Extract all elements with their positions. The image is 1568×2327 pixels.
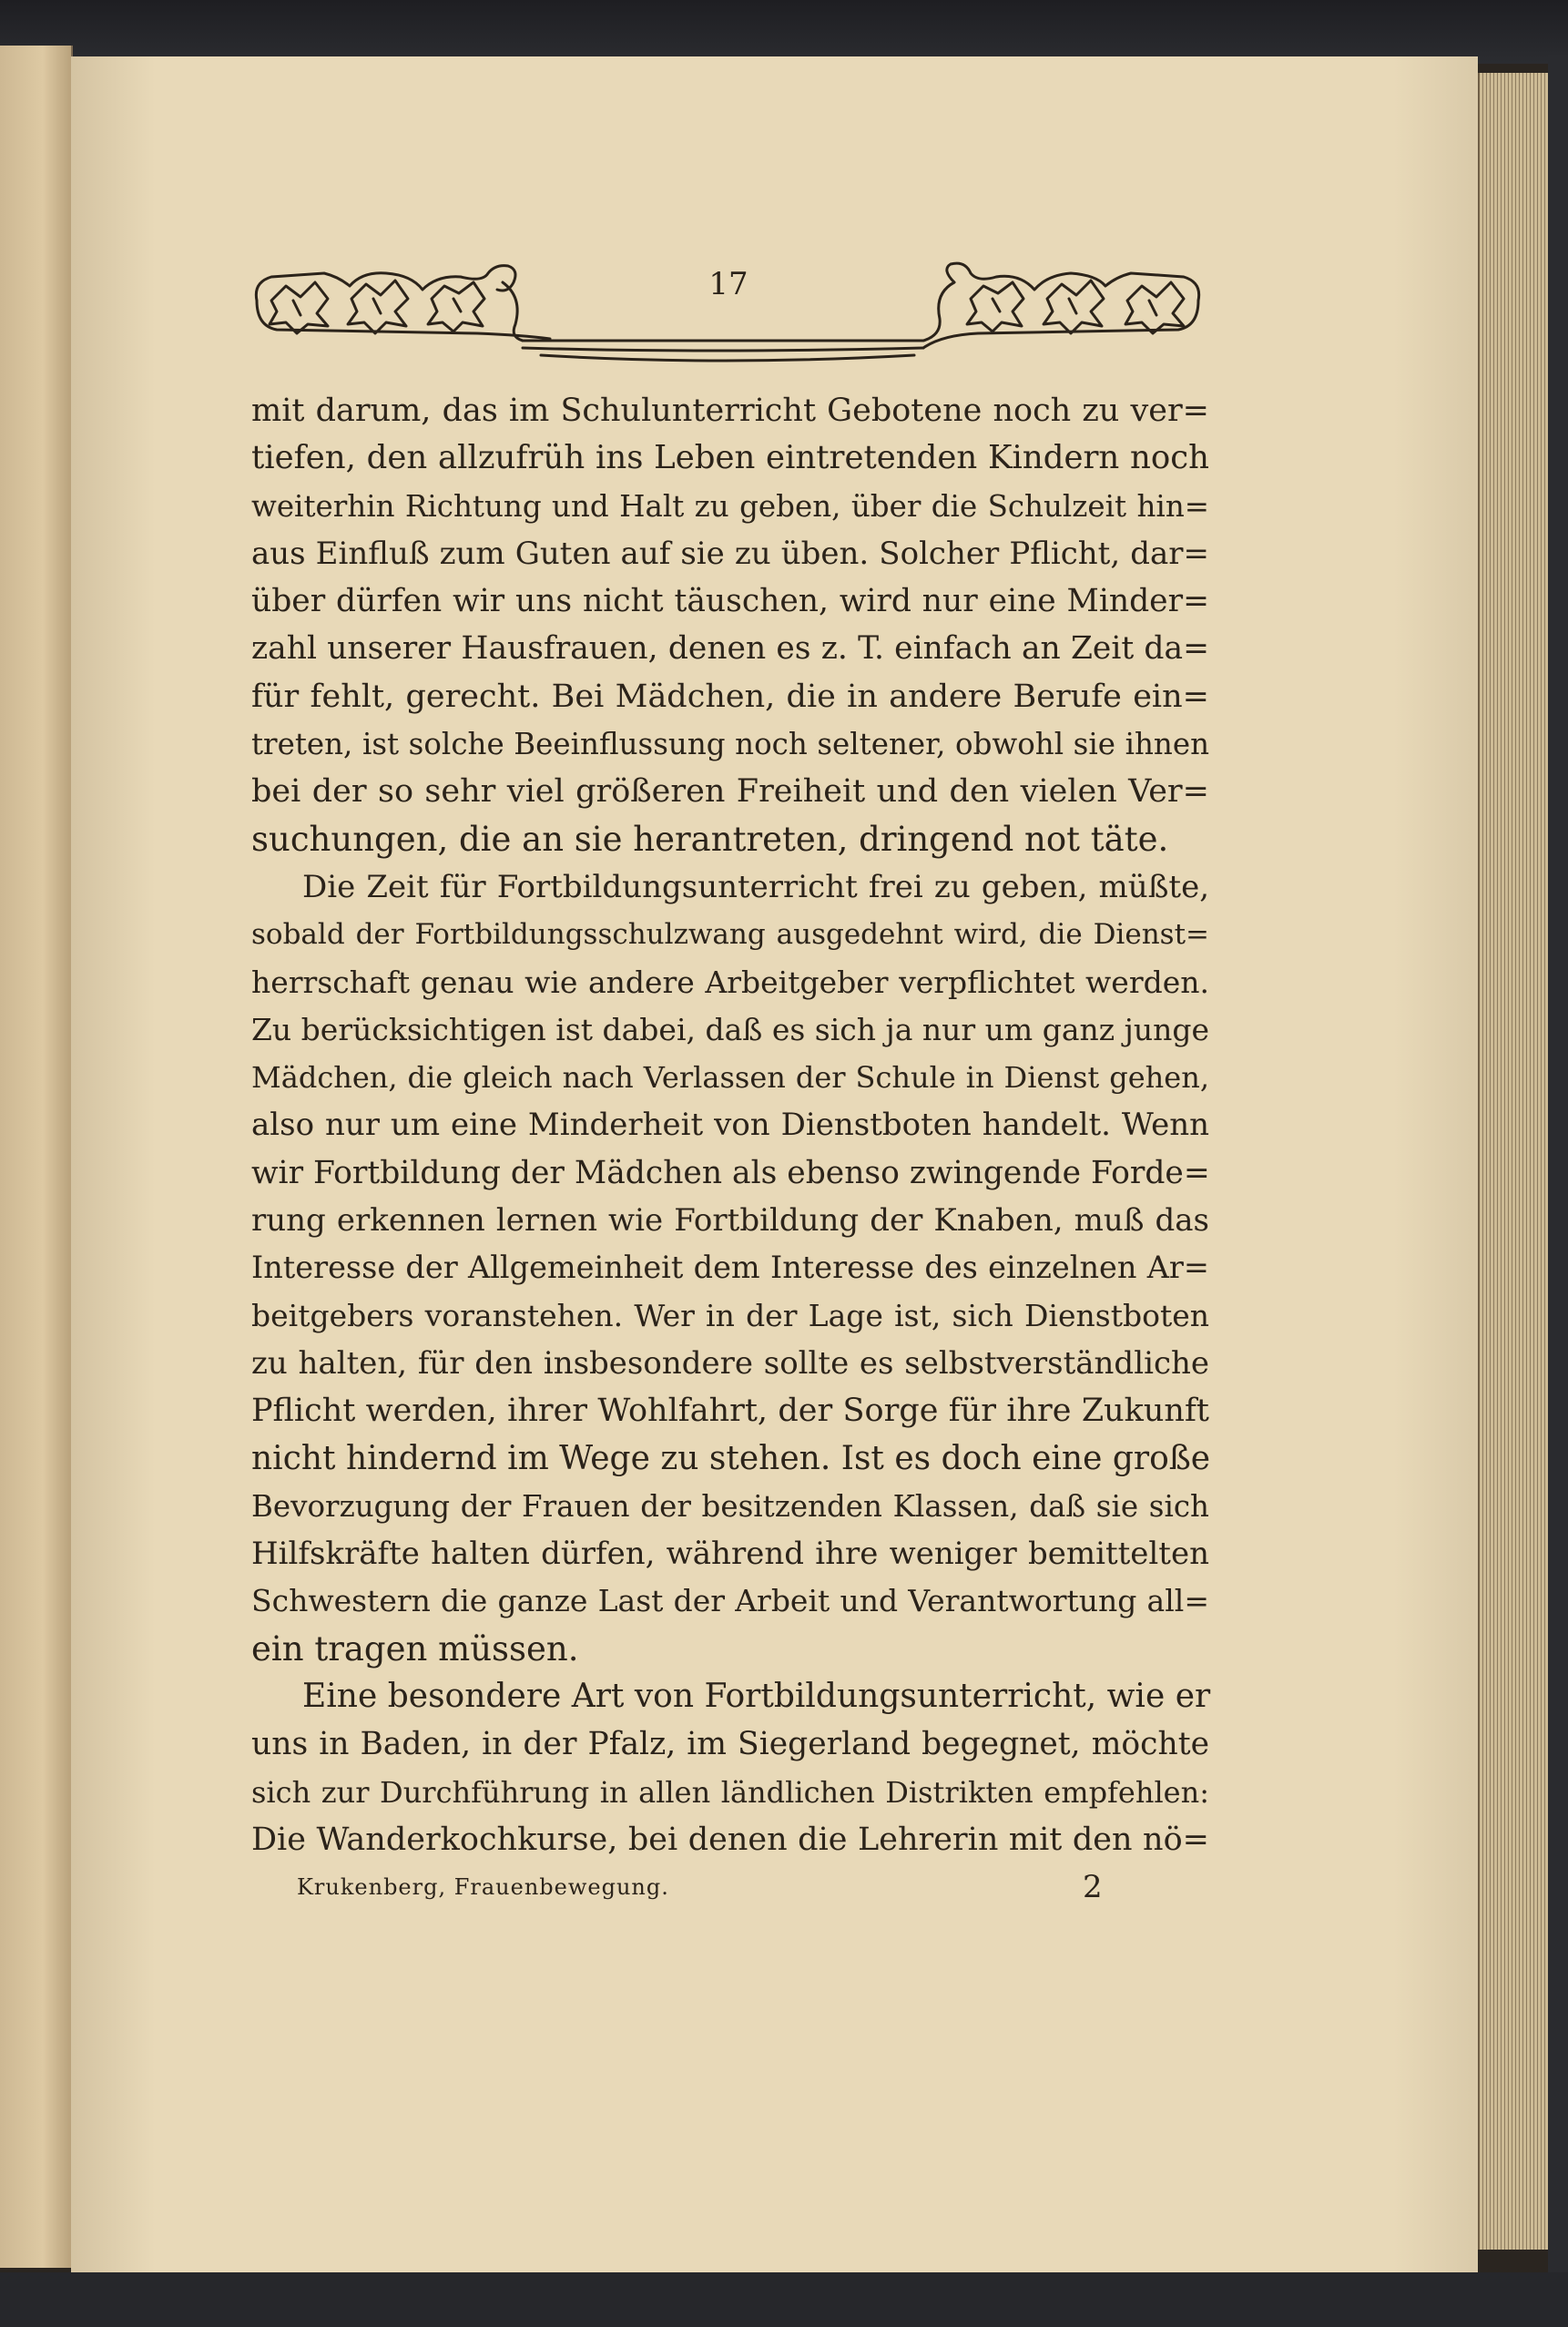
text-line: weiterhin Richtung und Halt zu geben, über die Schulzeit hin= [251,488,1209,524]
text-line: zahl unserer Hausfrauen, denen es z. T. einfach an Zeit da= [251,630,1209,668]
text-line: rung erkennen lernen wie Fortbildung der Knaben, muß das [251,1202,1209,1240]
text-line: Zu berücksichtigen ist dabei, daß es sich ja nur um ganz junge [251,1011,1210,1047]
text-line: ein tragen müssen. [251,1628,579,1669]
text-line: Pflicht werden, ihrer Wohlfahrt, der Sorge für ihre Zukunft [251,1393,1209,1430]
body-text [251,387,1209,1863]
facing-page-edge [0,46,73,2268]
text-line: bei der so sehr viel größeren Freiheit und den vielen Ver= [251,773,1209,811]
text-line: für fehlt, gerecht. Bei Mädchen, die in andere Berufe ein= [251,678,1209,715]
text-line: treten, ist solche Beeinflussung noch seltener, obwohl sie ihnen [251,727,1209,762]
paragraph-3 [251,1673,1209,1863]
text-line: aus Einfluß zum Guten auf sie zu üben. Solcher Pflicht, dar= [251,535,1209,572]
text-line: Hilfskräfte halten dürfen, während ihre weniger bemittelten [251,1536,1209,1573]
paragraph-2 [251,863,1209,1673]
book-cover-top [0,0,1568,64]
text-line: tiefen, den allzufrüh ins Leben eintretenden Kindern noch [251,439,1209,477]
text-line: uns in Baden, in der Pfalz, im Siegerland begegnet, möchte [251,1726,1209,1763]
page-footer [251,1869,1207,1914]
footer-author-title: Krukenberg, Frauenbewegung. [297,1874,669,1900]
text-line: wir Fortbildung der Mädchen als ebenso zwingende Forde= [251,1154,1210,1191]
text-line: nicht hindernd im Wege zu stehen. Ist es doch eine große [251,1439,1211,1477]
book-cover-bottom [0,2272,1568,2327]
text-line: Eine besondere Art von Fortbildungsunterricht, wie er [302,1678,1211,1716]
text-line: über dürfen wir uns nicht täuschen, wird nur eine Minder= [251,583,1209,620]
text-line: sobald der Fortbildungsschulzwang ausgedehnt wird, die Dienst= [251,918,1209,952]
text-line: Schwestern die ganze Last der Arbeit und Verantwortung all= [251,1583,1209,1619]
page-number: 17 [708,266,748,302]
text-line: Interesse der Allgemeinheit dem Interesse des einzelnen Ar= [251,1250,1209,1286]
text-line: suchungen, die an sie herantreten, dringend not täte. [251,819,1169,859]
text-line: zu halten, für den insbesondere sollte es selbstverständliche [251,1344,1209,1382]
text-line: beitgebers voranstehen. Wer in der Lage ist, sich Dienstboten [251,1297,1209,1333]
text-line: Die Zeit für Fortbildungsunterricht frei zu geben, müßte, [302,868,1209,905]
signature-mark: 2 [1083,1869,1103,1905]
text-line: Bevorzugung der Frauen der besitzenden Klassen, daß sie sich [251,1488,1209,1524]
text-line: mit darum, das im Schulunterricht Gebotene noch zu ver= [251,393,1209,429]
header-ornament [249,246,1206,364]
page-edges [1478,73,1551,2250]
text-line: Mädchen, die gleich nach Verlassen der Schule in Dienst gehen, [251,1060,1209,1096]
text-line: herrschaft genau wie andere Arbeitgeber verpflichtet werden. [251,964,1209,1000]
text-line: Die Wanderkochkurse, bei denen die Lehrerin mit den nö= [251,1821,1209,1858]
text-line: sich zur Durchführung in allen ländlichen Distrikten empfehlen: [251,1774,1209,1810]
paragraph-1 [251,387,1209,863]
text-line: also nur um eine Minderheit von Dienstboten handelt. Wenn [251,1107,1209,1144]
book-cover-right [1548,55,1568,2277]
